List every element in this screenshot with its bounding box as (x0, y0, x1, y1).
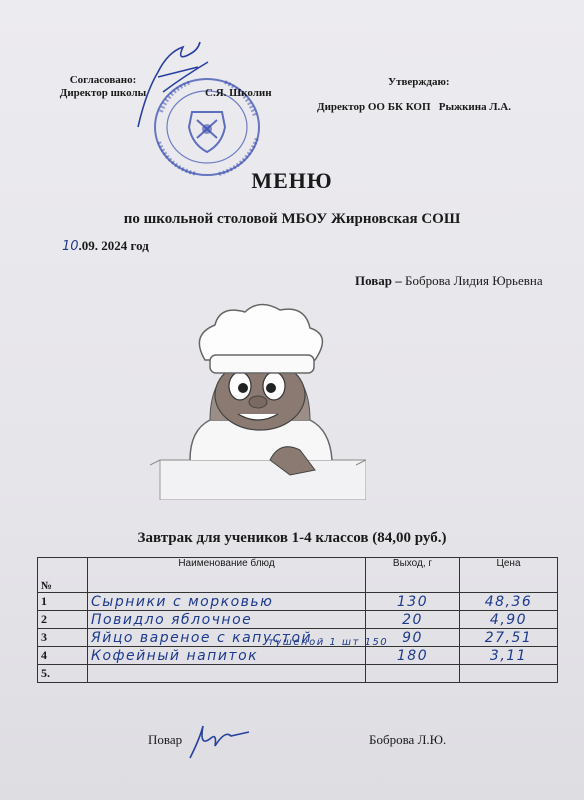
row-number: 4 (38, 647, 88, 665)
dish-price: 3,11 (460, 647, 558, 665)
dish-price: 48,36 (460, 593, 558, 611)
row-number: 1 (38, 593, 88, 611)
dish-price: 4,90 (460, 611, 558, 629)
row-number: 2 (38, 611, 88, 629)
footer-cook-name: Боброва Л.Ю. (369, 732, 447, 747)
approve-position: Директор ОО БК КОП (317, 101, 431, 113)
cook-name: Боброва Лидия Юрьевна (405, 273, 543, 288)
row-number: 5. (38, 665, 88, 683)
dish-output: 90 (366, 629, 460, 647)
dish-name: Повидло яблочное (88, 611, 366, 629)
dish-output: 180 (366, 647, 460, 665)
cook-line (355, 273, 543, 289)
table-row (38, 647, 558, 665)
dish-note: тушеной 1 шт 150 (268, 637, 389, 648)
dish-name: Кофейный напиток (88, 647, 366, 665)
agreed-label: Согласовано: (69, 74, 137, 86)
dish-price: 27,51 (460, 629, 558, 647)
table-header-row (38, 558, 558, 593)
approve-line (317, 101, 511, 113)
approve-name: Рыжкина Л.А. (438, 101, 511, 113)
dish-name (88, 665, 366, 683)
director-name: С.Я. Школин (205, 87, 272, 99)
header-price: Цена (460, 558, 558, 593)
page-title: МЕНЮ (251, 168, 333, 193)
header-output: Выход, г (366, 558, 460, 593)
dish-name: Сырники с морковью (88, 593, 366, 611)
dish-output (366, 665, 460, 683)
dish-cell (88, 629, 389, 648)
menu-table (37, 557, 558, 683)
date-printed: .09. 2024 год (78, 238, 149, 253)
chef-illustration (150, 300, 366, 500)
table-row (38, 629, 558, 647)
dish-output: 20 (366, 611, 460, 629)
table-row (38, 665, 558, 683)
meal-title: Завтрак для учеников 1-4 классов (84,00 руб.) (137, 530, 447, 546)
table-row (38, 611, 558, 629)
cook-label: Повар – (355, 273, 402, 288)
page-subtitle: по школьной столовой МБОУ Жирновская СОШ (123, 211, 461, 227)
dish-price (460, 665, 558, 683)
date-day-handwritten: 10 (62, 239, 79, 254)
row-number: 3 (38, 629, 88, 647)
director-label: Директор школы (59, 87, 147, 99)
header-dish: Наименование блюд (88, 558, 366, 593)
menu-date (62, 238, 149, 254)
dish-name: Яйцо вареное с капустой (91, 629, 313, 646)
dish-output: 130 (366, 593, 460, 611)
table-row (38, 593, 558, 611)
approve-label: Утверждаю: (388, 76, 450, 88)
cook-signature (185, 718, 255, 763)
agreed-block (48, 74, 158, 100)
header-num: № (38, 558, 88, 593)
footer-cook-label: Повар (148, 732, 183, 747)
